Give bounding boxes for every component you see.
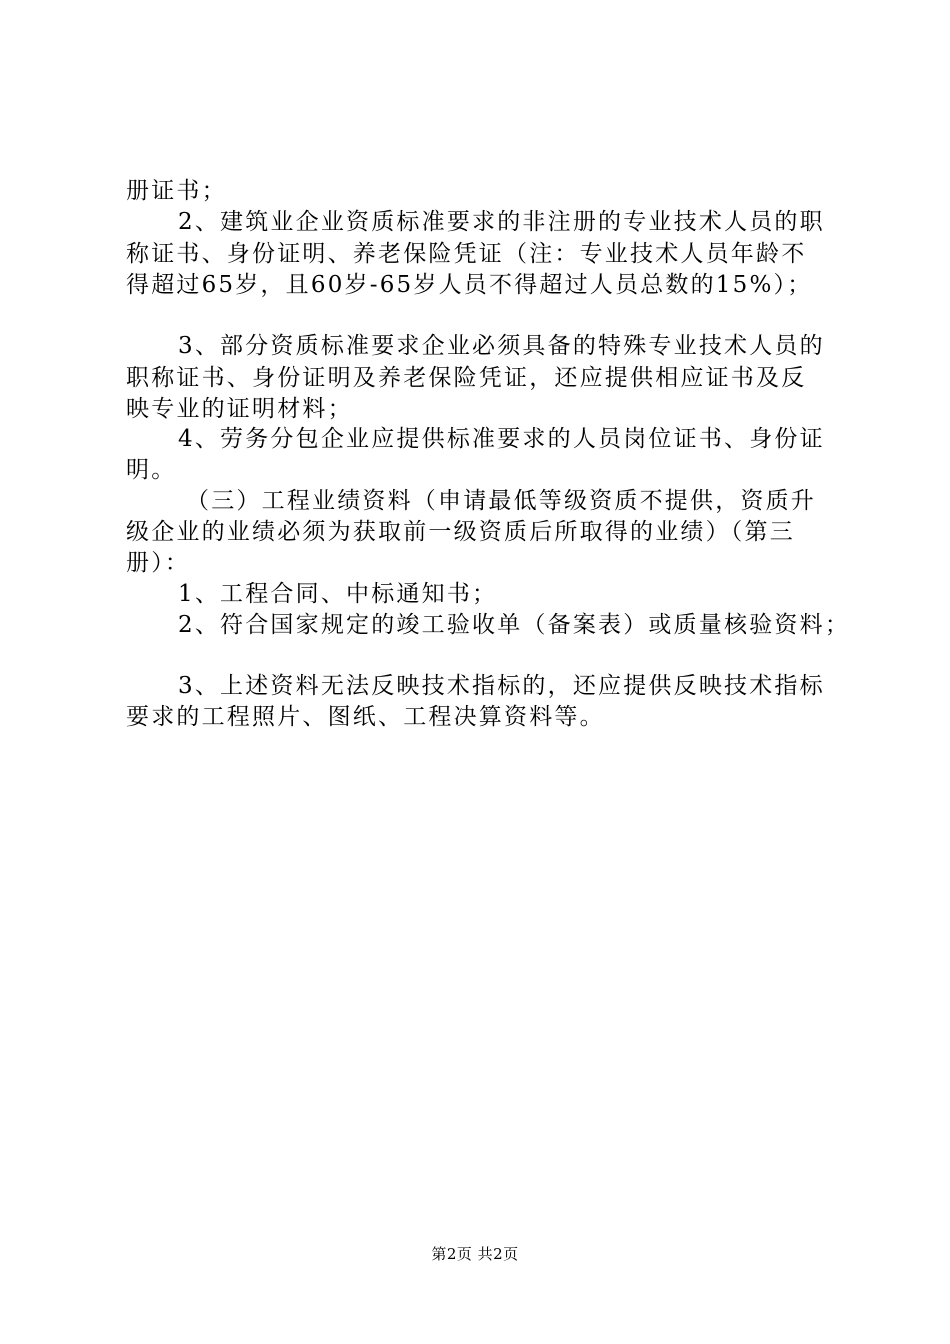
text-line: 级企业的业绩必须为获取前一级资质后所取得的业绩）（第三 (126, 519, 795, 545)
text-line: 职称证书、身份证明及养老保险凭证，还应提供相应证书及反 (126, 365, 807, 391)
text-line: 2、建筑业企业资质标准要求的非注册的专业技术人员的职 (178, 209, 825, 235)
text-line: 映专业的证明材料； (126, 396, 353, 422)
text-line: 得超过65岁，且60岁-65岁人员不得超过人员总数的15%）； (126, 272, 813, 298)
page-footer: 第2页 共2页 (431, 1245, 519, 1263)
text-line: 1、工程合同、中标通知书； (178, 581, 498, 607)
text-line: 明。 (126, 457, 177, 483)
text-line: 称证书、身份证明、养老保险凭证（注：专业技术人员年龄不 (126, 241, 807, 267)
text-line: 3、部分资质标准要求企业必须具备的特殊专业技术人员的 (178, 333, 825, 359)
text-line: 册证书； (126, 178, 227, 204)
text-line: 2、符合国家规定的竣工验收单（备案表）或质量核验资料； (178, 612, 851, 638)
section-heading: （三）工程业绩资料（申请最低等级资质不提供，资质升 (186, 488, 816, 514)
text-line: 要求的工程照片、图纸、工程决算资料等。 (126, 704, 605, 730)
text-line: 3、上述资料无法反映技术指标的，还应提供反映技术指标 (178, 673, 825, 699)
text-line: 4、劳务分包企业应提供标准要求的人员岗位证书、身份证 (178, 426, 825, 452)
text-line: 册）： (126, 550, 191, 576)
